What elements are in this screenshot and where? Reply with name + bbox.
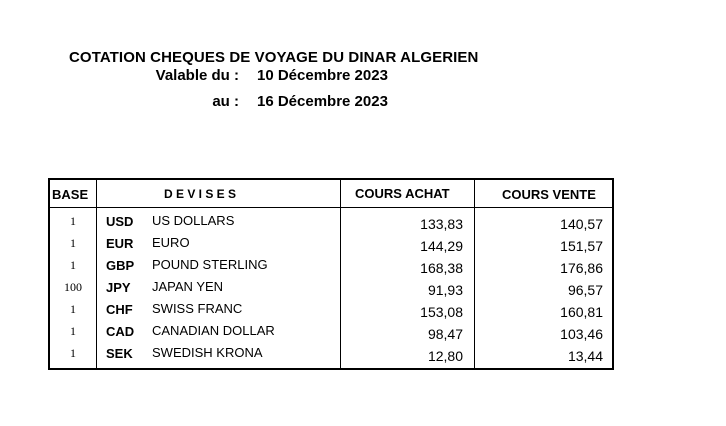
header-devises: D E V I S E S	[164, 187, 237, 201]
row-base: 100	[64, 280, 82, 294]
row-name: SWEDISH KRONA	[152, 345, 263, 360]
valid-to-label: au :	[212, 93, 239, 110]
col-separator-base	[96, 178, 97, 369]
row-name: CANADIAN DOLLAR	[152, 323, 275, 338]
row-code: CHF	[106, 302, 133, 317]
row-achat: 12,80	[427, 348, 463, 364]
table-left-border	[48, 178, 50, 370]
row-code: EUR	[106, 236, 134, 251]
row-achat: 153,08	[420, 304, 463, 320]
header-cours-achat: COURS ACHAT	[355, 186, 450, 201]
row-achat: 98,47	[427, 326, 463, 342]
row-vente: 103,46	[560, 326, 603, 342]
table-top-border	[48, 178, 614, 180]
header-bottom-border	[48, 207, 614, 208]
valid-from-date: 10 Décembre 2023	[257, 67, 388, 84]
row-vente: 151,57	[560, 238, 603, 254]
row-name: US DOLLARS	[152, 213, 235, 228]
row-code: GBP	[106, 258, 135, 273]
row-base: 1	[70, 258, 76, 272]
row-vente: 140,57	[560, 216, 603, 232]
col-separator-achat	[474, 178, 475, 369]
row-vente: 176,86	[560, 260, 603, 276]
row-achat: 91,93	[427, 282, 463, 298]
col-separator-devises	[340, 178, 341, 369]
valid-from-label: Valable du :	[155, 67, 239, 84]
row-code: SEK	[106, 346, 133, 361]
row-vente: 96,57	[567, 282, 603, 298]
table-bottom-border	[48, 368, 614, 370]
row-achat: 144,29	[420, 238, 463, 254]
row-achat: 133,83	[420, 216, 463, 232]
row-vente: 13,44	[567, 348, 603, 364]
row-code: USD	[106, 214, 134, 229]
header-cours-vente: COURS VENTE	[502, 187, 596, 202]
document-title: COTATION CHEQUES DE VOYAGE DU DINAR ALGERIEN	[69, 49, 479, 66]
row-vente: 160,81	[560, 304, 603, 320]
row-base: 1	[70, 214, 76, 228]
row-base: 1	[70, 324, 76, 338]
row-base: 1	[70, 236, 76, 250]
row-base: 1	[70, 346, 76, 360]
row-name: POUND STERLING	[152, 257, 268, 272]
row-code: CAD	[106, 324, 135, 339]
row-base: 1	[70, 302, 76, 316]
row-name: SWISS FRANC	[152, 301, 243, 316]
header-base: BASE	[52, 187, 89, 202]
row-name: JAPAN YEN	[152, 279, 224, 294]
row-name: EURO	[152, 235, 190, 250]
row-achat: 168,38	[420, 260, 463, 276]
valid-to-date: 16 Décembre 2023	[257, 93, 388, 110]
table-right-border	[612, 178, 614, 370]
row-code: JPY	[106, 280, 131, 295]
